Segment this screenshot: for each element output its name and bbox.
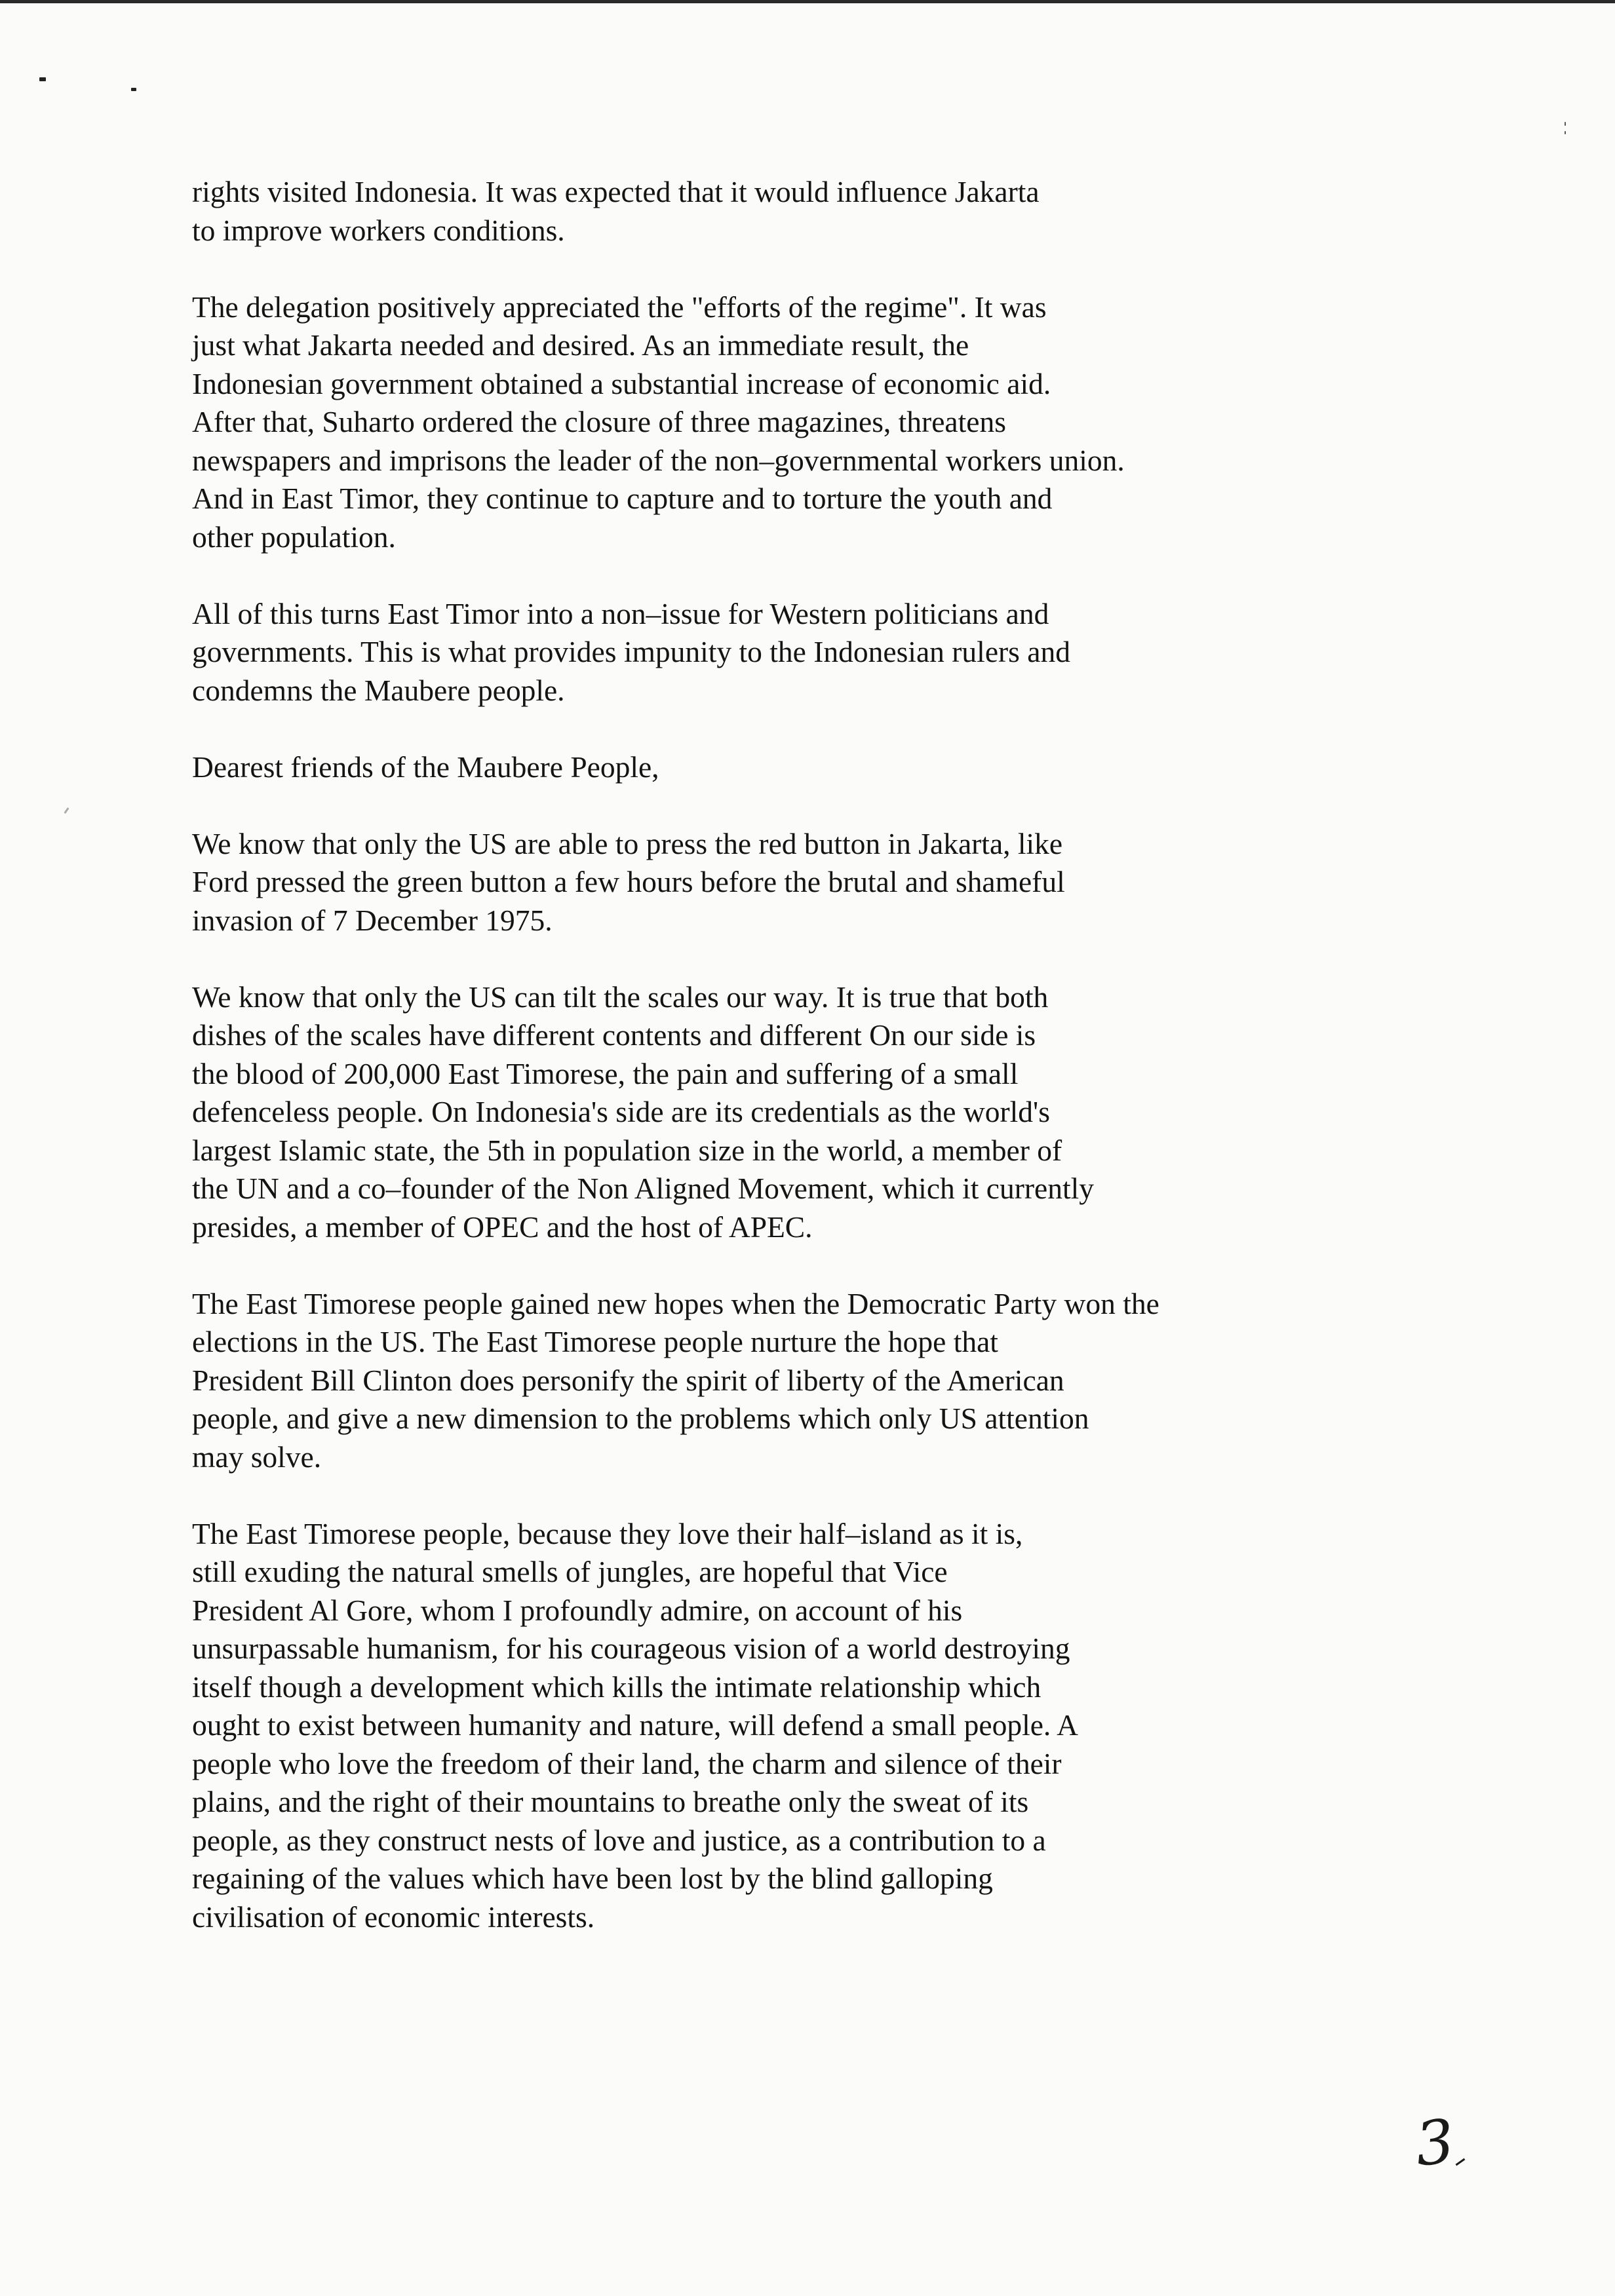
page-number-mark (1456, 2158, 1466, 2166)
scan-top-edge (0, 0, 1615, 3)
paragraph-6: We know that only the US can tilt the scales our way. It is true that both dishes of the scales have different contents and different On our side is the blood of 200,000 East Timorese, the pain and suffering of a small defenceless people. On Indonesia's side are its credentials as the world's largest Islamic state, the 5th in population size in the world, a member of the UN and a co–founder of the Non Aligned Movement, which it currently presides, a member of OPEC and the host of APEC. (192, 980, 1095, 1244)
paragraph-5: We know that only the US are able to press the red button in Jakarta, like Ford pressed the green button a few hours before the brutal and shameful invasion of 7 December 1975. (192, 826, 1065, 937)
scan-speck (1565, 122, 1566, 126)
paragraph-7: The East Timorese people gained new hopes when the Democratic Party won the elections in the US. The East Timorese people nurture the hope that President Bill Clinton does personify the spirit of liberty of the American people, and give a new dimension to the problems which only US attention may solve. (192, 1286, 1159, 1474)
paragraph-3: All of this turns East Timor into a non–issue for Western politicians and governments. This is what provides impunity to the Indonesian rulers and condemns the Maubere people. (192, 596, 1070, 707)
scan-speck (1565, 131, 1566, 134)
paragraph-2: The delegation positively appreciated the "efforts of the regime". It was just what Jakarta needed and desired. As an immediate result, the Indonesian government obtained a substantial increase of economic aid. After that, Suharto ordered the closure of three magazines, threatens newspapers and imprisons the leader of the non–governmental workers union. And in East Timor, they continue to capture and to torture the youth and other population. (192, 290, 1125, 554)
handwritten-page-number: 3 (1412, 2106, 1458, 2180)
scan-speck (131, 88, 136, 91)
body-text (192, 173, 1372, 1975)
scan-speck (39, 77, 46, 81)
salutation: Dearest friends of the Maubere People, (192, 750, 659, 784)
scan-speck (64, 807, 69, 814)
paragraph-1: rights visited Indonesia. It was expected that it would influence Jakarta to improve workers conditions. (192, 175, 1040, 247)
paragraph-8: The East Timorese people, because they love their half–island as it is, still exuding the natural smells of jungles, are hopeful that Vice President Al Gore, whom I profoundly admire, on account of his unsurpassable humanism, for his courageous vision of a world destroying itself though a development which kills the intimate relationship which ought to exist between humanity and nature, will defend a small people. A people who love the freedom of their land, the charm and silence of their plains, and the right of their mountains to breathe only the sweat of its people, as they construct nests of love and justice, as a contribution to a regaining of the values which have been lost by the blind galloping civilisation of economic interests. (192, 1516, 1079, 1934)
